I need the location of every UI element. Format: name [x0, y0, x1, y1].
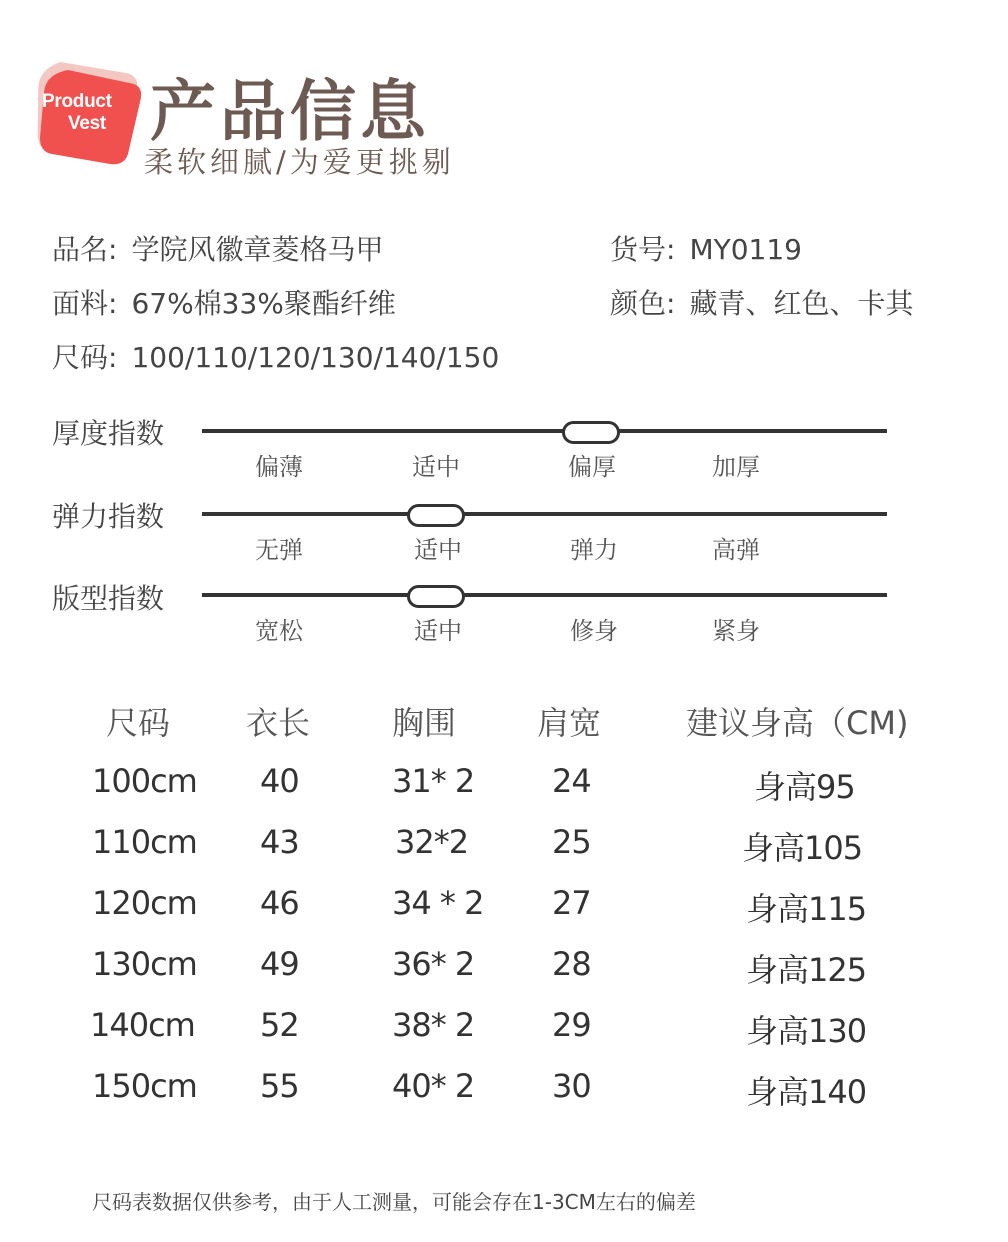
table-cell: 36* 2: [392, 945, 475, 983]
table-cell: 身高115: [746, 890, 867, 928]
table-cell: 30: [552, 1067, 591, 1105]
index-slider-knob: [562, 421, 620, 444]
table-cell: 43: [260, 823, 299, 861]
table-cell: 140cm: [90, 1006, 195, 1044]
table-cell: 身高140: [746, 1073, 867, 1111]
table-cell: 身高130: [746, 1012, 867, 1050]
info-fabric-label: 面料:: [52, 287, 118, 320]
info-fabric-value: 67%棉33%聚酯纤维: [131, 287, 396, 320]
table-header-length: 衣长: [246, 704, 311, 742]
table-cell: 120cm: [92, 884, 197, 922]
table-cell: 49: [260, 945, 299, 983]
info-name-value: 学院风徽章菱格马甲: [131, 233, 384, 266]
table-cell: 31* 2: [392, 762, 475, 800]
info-color: [610, 282, 913, 322]
logo-line-vest: Vest: [68, 113, 106, 134]
info-sku-label: 货号:: [610, 233, 676, 266]
info-size-value: 100/110/120/130/140/150: [131, 341, 500, 374]
info-size: [52, 336, 499, 376]
index-option: 偏厚: [568, 453, 616, 481]
page-title: 产品信息: [150, 73, 430, 150]
table-header-size: 尺码: [106, 704, 171, 742]
size-disclaimer-note: 尺码表数据仅供参考，由于人工测量，可能会存在1-3CM左右的偏差: [92, 1190, 696, 1214]
index-label: 版型指数: [52, 582, 165, 615]
index-option: 修身: [570, 617, 618, 645]
table-cell: 40: [260, 762, 299, 800]
index-option: 宽松: [255, 617, 303, 645]
index-option: 高弹: [712, 536, 760, 564]
table-cell: 27: [552, 884, 591, 922]
table-cell: 25: [552, 823, 591, 861]
index-option: 加厚: [712, 453, 760, 481]
table-cell: 38* 2: [392, 1006, 475, 1044]
index-option: 紧身: [712, 617, 760, 645]
index-label: 厚度指数: [52, 417, 165, 450]
table-cell: 28: [552, 945, 591, 983]
table-header-shoulder: 肩宽: [537, 704, 602, 742]
index-track: [202, 429, 887, 433]
table-cell: 130cm: [92, 945, 197, 983]
table-cell: 40* 2: [392, 1067, 475, 1105]
index-option: 适中: [414, 536, 462, 564]
index-label: 弹力指数: [52, 500, 165, 533]
table-cell: 身高125: [746, 951, 867, 989]
table-cell: 52: [260, 1006, 299, 1044]
logo-line-product: Product: [42, 91, 112, 112]
index-option: 适中: [414, 617, 462, 645]
info-size-label: 尺码:: [52, 341, 118, 374]
table-cell: 150cm: [92, 1067, 197, 1105]
index-track: [202, 512, 887, 516]
table-cell: 24: [552, 762, 591, 800]
table-cell: 34 * 2: [392, 884, 484, 922]
table-cell: 110cm: [92, 823, 197, 861]
info-fabric: [52, 282, 396, 322]
table-cell: 55: [260, 1067, 299, 1105]
info-name-label: 品名:: [52, 233, 118, 266]
table-header-height: 建议身高（CM): [686, 704, 909, 742]
table-header-chest: 胸围: [392, 704, 457, 742]
info-name: [52, 228, 383, 268]
index-track: [202, 593, 887, 597]
table-cell: 46: [260, 884, 299, 922]
info-sku: [610, 228, 802, 268]
table-cell: 32*2: [395, 823, 469, 861]
index-option: 弹力: [570, 536, 618, 564]
table-cell: 29: [552, 1006, 591, 1044]
index-slider-knob: [407, 504, 465, 527]
index-option: 适中: [412, 453, 460, 481]
table-cell: 身高95: [754, 768, 855, 806]
info-color-value: 藏青、红色、卡其: [689, 287, 914, 320]
page-subtitle: 柔软细腻/为爱更挑剔: [144, 145, 455, 179]
info-sku-value: MY0119: [689, 233, 802, 266]
table-cell: 100cm: [92, 762, 197, 800]
index-option: 偏薄: [255, 453, 303, 481]
index-slider-knob: [407, 585, 465, 608]
index-option: 无弹: [255, 536, 303, 564]
table-cell: 身高105: [742, 829, 863, 867]
info-color-label: 颜色:: [610, 287, 676, 320]
product-vest-logo: [36, 58, 148, 168]
